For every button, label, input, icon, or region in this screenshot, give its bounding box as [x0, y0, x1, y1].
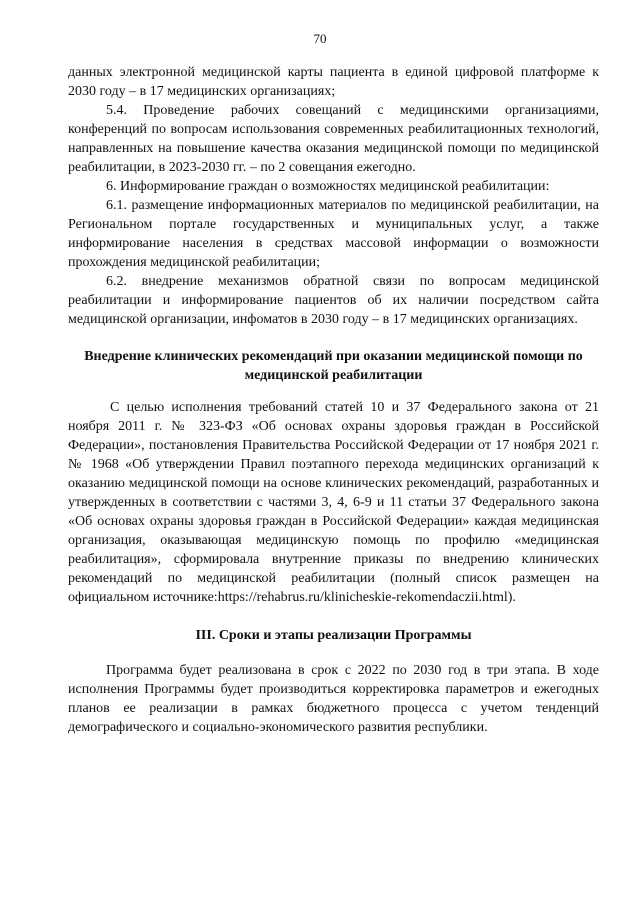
paragraph-informing: 6. Информирование граждан о возможностях медицинской реабилитации:	[106, 179, 550, 194]
page-content	[68, 63, 599, 737]
paragraph-program-terms: Программа будет реализована в срок с 2022 по 2030 год в три этапа. В ходе исполнения Программы будет производиться корректировка параметров и ежегодных планов ее реализации в рамках бюджетного процесса с учетом тенденций демографического и социально-экономического развития республики.	[68, 663, 599, 735]
page-number: 70	[313, 31, 327, 46]
paragraph-medical-card: данных электронной медицинской карты пациента в единой цифровой платформе к 2030 году – в 17 медицинских организациях;	[68, 65, 599, 99]
section-heading-program-terms: III. Сроки и этапы реализации Программы	[195, 628, 472, 643]
paragraph-info-materials: 6.1. размещение информационных материалов по медицинской реабилитации, на Региональном портале государственных и муниципальных услуг, а также информирование населения в средствах массовой информации о возможности прохождения медицинской реабилитации;	[68, 198, 599, 270]
paragraph-feedback: 6.2. внедрение механизмов обратной связи по вопросам медицинской реабилитации и информирование пациентов об их наличии посредством сайта медицинской организации, инфоматов в 2030 году – в 17 медицинских организациях.	[68, 274, 599, 327]
paragraph-clinical-recommendations: С целью исполнения требований статей 10 и 37 Федерального закона от 21 ноября 2011 г. № 323-ФЗ «Об основах охраны здоровья граждан в Российской Федерации», постановления Правительства Российской Федерации от 17 ноября 2021 г. № 1968 «Об утверждении Правил поэтапного перехода медицинских организаций к оказанию медицинской помощи на основе клинических рекомендаций, разработанных и утвержденных в соответствии с частями 3, 4, 6-9 и 11 статьи 37 Федерального закона «Об основах охраны здоровья граждан в Российской Федерации» каждая медицинская организация, оказывающая медицинскую помощь по профилю «медицинская реабилитация», сформировала внутренние приказы по внедрению клинических рекомендаций по медицинской реабилитации (полный список размещен на официальном источнике:https://rehabrus.ru/klinicheskie-rekomendaczii.html).	[68, 400, 599, 605]
section-heading-clinical-recommendations: Внедрение клинических рекомендаций при оказании медицинской помощи по медицинской реабилитации	[84, 349, 583, 383]
paragraph-meetings: 5.4. Проведение рабочих совещаний с медицинскими организациями, конференций по вопросам использования современных реабилитационных технологий, направленных на повышение качества оказания медицинской помощи по медицинской реабилитации, в 2023-2030 гг. – по 2 совещания ежегодно.	[68, 103, 599, 175]
